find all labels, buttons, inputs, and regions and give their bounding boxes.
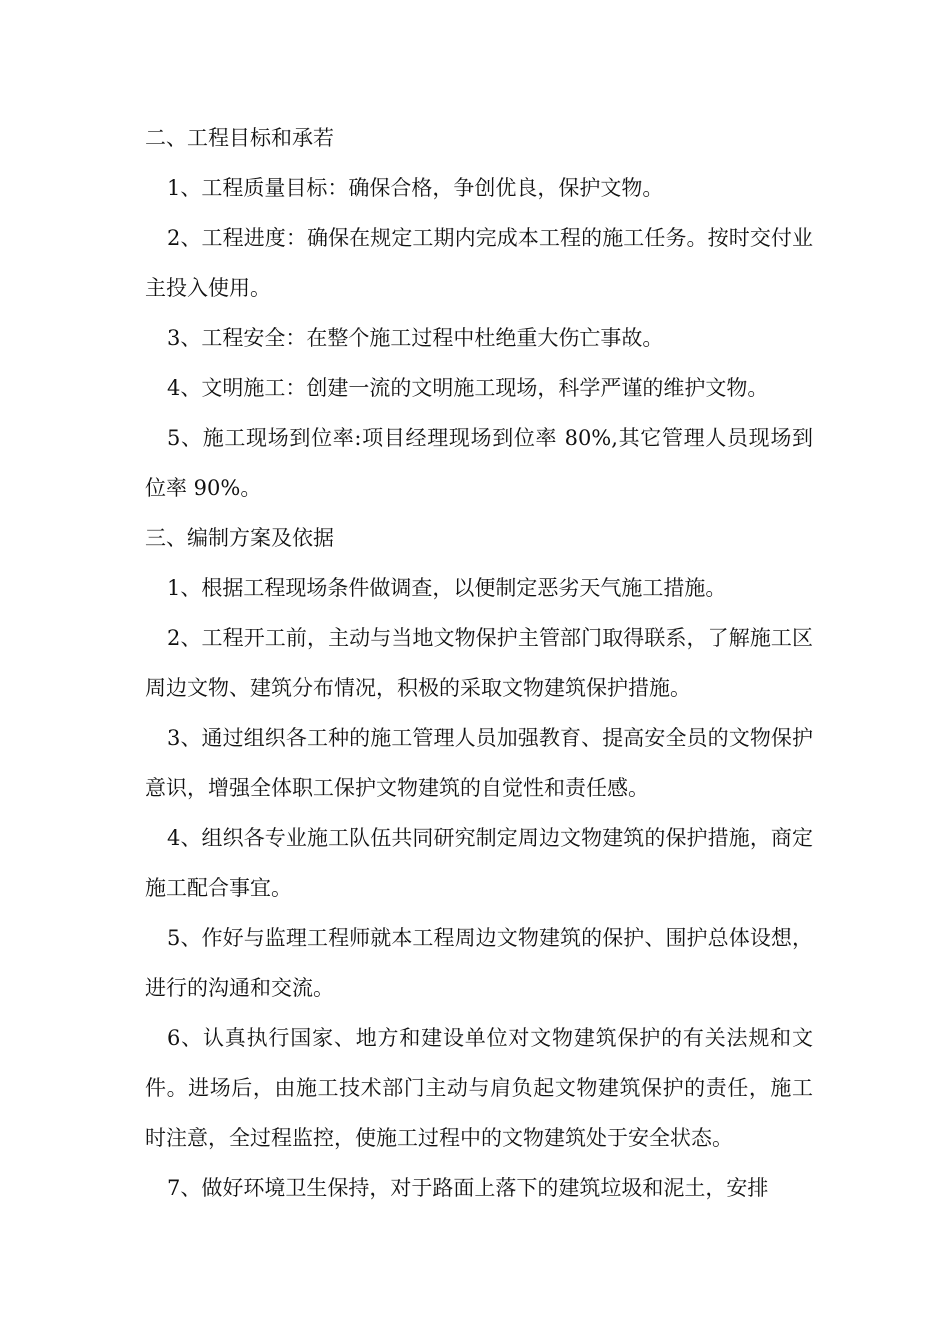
section-heading-goals: 二、工程目标和承若 bbox=[145, 126, 334, 150]
goal-item-attendance-rate: 5、施工现场到位率:项目经理现场到位率 80%,其它管理人员现场到位率 90%。 bbox=[145, 426, 813, 500]
document-body bbox=[145, 113, 813, 1213]
plan-item-4: 4、组织各专业施工队伍共同研究制定周边文物建筑的保护措施，商定施工配合事宜。 bbox=[145, 826, 813, 900]
plan-item-1: 1、根据工程现场条件做调查，以便制定恶劣天气施工措施。 bbox=[167, 576, 727, 600]
goal-item-schedule: 2、工程进度：确保在规定工期内完成本工程的施工任务。按时交付业主投入使用。 bbox=[145, 226, 813, 300]
plan-item-2: 2、工程开工前，主动与当地文物保护主管部门取得联系，了解施工区周边文物、建筑分布情况，积极的采取文物建筑保护措施。 bbox=[145, 626, 813, 700]
plan-item-7: 7、做好环境卫生保持，对于路面上落下的建筑垃圾和泥土，安排 bbox=[167, 1176, 769, 1200]
plan-item-6: 6、认真执行国家、地方和建设单位对文物建筑保护的有关法规和文件。进场后，由施工技术部门主动与肩负起文物建筑保护的责任，施工时注意，全过程监控，使施工过程中的文物建筑处于安全状态。 bbox=[145, 1026, 813, 1150]
goal-item-safety: 3、工程安全：在整个施工过程中杜绝重大伤亡事故。 bbox=[167, 326, 664, 350]
section-heading-plan: 三、编制方案及依据 bbox=[145, 526, 334, 550]
goal-item-quality: 1、工程质量目标：确保合格，争创优良，保护文物。 bbox=[167, 176, 664, 200]
goal-item-civilized-construction: 4、文明施工：创建一流的文明施工现场，科学严谨的维护文物。 bbox=[167, 376, 769, 400]
plan-item-3: 3、通过组织各工种的施工管理人员加强教育、提高安全员的文物保护意识，增强全体职工保护文物建筑的自觉性和责任感。 bbox=[145, 726, 813, 800]
plan-item-5: 5、作好与监理工程师就本工程周边文物建筑的保护、围护总体设想，进行的沟通和交流。 bbox=[145, 926, 813, 1000]
